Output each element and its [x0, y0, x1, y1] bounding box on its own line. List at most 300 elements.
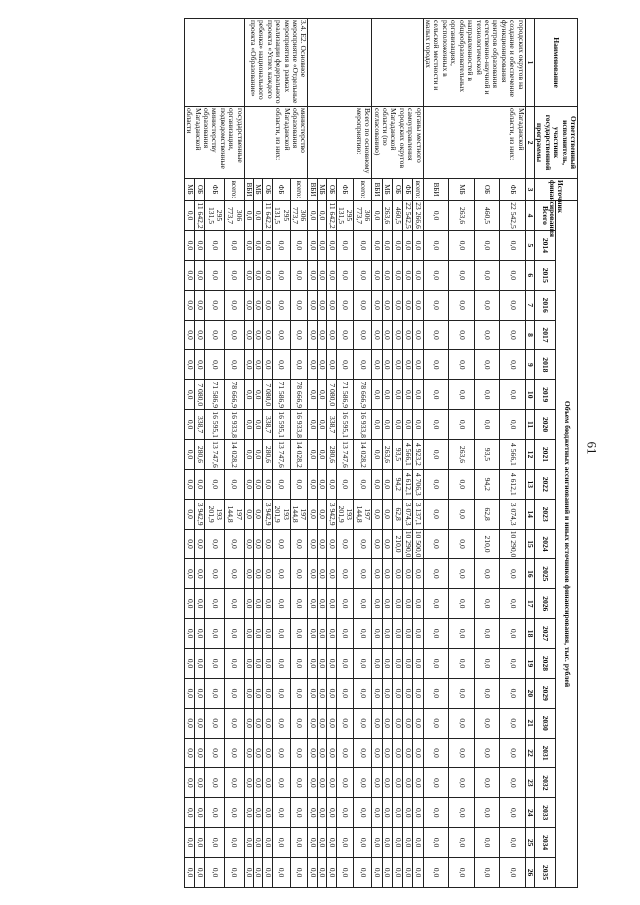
- row-value: 0,0: [413, 768, 423, 798]
- row-value: 0,0: [382, 798, 392, 828]
- row-value: 0,0: [354, 589, 372, 619]
- row-value: 0,0: [253, 768, 262, 798]
- row-value: 0,0: [290, 678, 308, 708]
- row-value: 0,0: [224, 260, 244, 290]
- row-value: 0,0: [474, 559, 499, 589]
- row-value: 0,0: [392, 708, 402, 738]
- header-year: 2035: [534, 858, 556, 888]
- row-value: 0,0: [195, 708, 205, 738]
- column-number: 9: [525, 350, 534, 380]
- row-value: 0,0: [224, 231, 244, 261]
- row-value: 0,0: [263, 260, 272, 290]
- row-value: 0,0: [253, 589, 262, 619]
- row-value: 0,0: [500, 260, 525, 290]
- row-value: 0,0: [403, 649, 413, 679]
- row-value: 0,0: [272, 678, 290, 708]
- row-value: 0,0: [184, 499, 194, 529]
- row-value: 0,0: [382, 619, 392, 649]
- row-value: 94,2: [474, 469, 499, 499]
- header-year: 2023: [534, 499, 556, 529]
- row-value: 0,0: [184, 231, 194, 261]
- row-value: 0,0: [184, 290, 194, 320]
- column-number: 26: [525, 858, 534, 888]
- row-value: 0,0: [382, 529, 392, 559]
- row-value: 0,0: [224, 559, 244, 589]
- row-value: 0,0: [382, 290, 392, 320]
- row-value: 0,0: [244, 828, 253, 858]
- row-value: 0,0: [263, 469, 272, 499]
- row-total: 295 131,5: [205, 201, 225, 231]
- row-value: 0,0: [244, 798, 253, 828]
- row-value: 0,0: [336, 529, 354, 559]
- row-value: 0,0: [449, 649, 474, 679]
- row-value: 0,0: [500, 619, 525, 649]
- row-value: 0,0: [317, 469, 326, 499]
- row-value: 0,0: [205, 589, 225, 619]
- row-total: 263,6: [449, 201, 474, 231]
- row-value: 0,0: [317, 738, 326, 768]
- row-value: 0,0: [195, 231, 205, 261]
- row-value: 16 595,1: [272, 410, 290, 440]
- header-year: 2014: [534, 231, 556, 261]
- column-number: 21: [525, 708, 534, 738]
- row-value: 0,0: [449, 410, 474, 440]
- row-value: 0,0: [392, 260, 402, 290]
- row-value: 0,0: [184, 529, 194, 559]
- row-source: ВБИ: [372, 179, 382, 201]
- row-value: 0,0: [354, 290, 372, 320]
- row-value: 0,0: [392, 768, 402, 798]
- row-value: 16 595,1: [205, 410, 225, 440]
- row-value: 0,0: [449, 768, 474, 798]
- row-value: 0,0: [392, 619, 402, 649]
- row-value: 0,0: [382, 589, 392, 619]
- row-value: 0,0: [372, 738, 382, 768]
- row-value: 0,0: [253, 469, 262, 499]
- row-value: 0,0: [392, 678, 402, 708]
- header-year: 2025: [534, 559, 556, 589]
- row-value: 0,0: [423, 410, 448, 440]
- header-year: 2032: [534, 768, 556, 798]
- row-value: 0,0: [354, 529, 372, 559]
- row-executor: органы местного самоуправления городских округов Магаданской области (по согласованию): [372, 107, 423, 179]
- row-value: 0,0: [272, 858, 290, 888]
- row-value: 0,0: [184, 768, 194, 798]
- row-value: 0,0: [244, 768, 253, 798]
- row-value: 0,0: [413, 320, 423, 350]
- row-value: 0,0: [317, 619, 326, 649]
- row-value: 0,0: [392, 858, 402, 888]
- row-value: 0,0: [327, 529, 336, 559]
- row-value: 0,0: [290, 260, 308, 290]
- rotated-table-wrapper: [26, 18, 578, 888]
- row-value: 0,0: [253, 828, 262, 858]
- row-value: 0,0: [423, 559, 448, 589]
- row-value: 0,0: [382, 380, 392, 410]
- row-value: 0,0: [184, 858, 194, 888]
- row-value: 0,0: [403, 798, 413, 828]
- row-value: 0,0: [413, 798, 423, 828]
- header-year: 2031: [534, 738, 556, 768]
- row-value: 0,0: [317, 708, 326, 738]
- row-executor: государственные организации, подведомственные министерству образования Магаданской области: [184, 107, 244, 179]
- row-value: 0,0: [382, 708, 392, 738]
- row-value: 0,0: [205, 619, 225, 649]
- row-value: 0,0: [500, 798, 525, 828]
- row-value: 0,0: [308, 260, 317, 290]
- row-value: 338,7: [327, 410, 336, 440]
- row-value: 0,0: [423, 260, 448, 290]
- row-value: 0,0: [253, 499, 262, 529]
- row-value: 0,0: [244, 499, 253, 529]
- row-value: 0,0: [474, 380, 499, 410]
- row-value: 0,0: [474, 231, 499, 261]
- row-value: 0,0: [372, 410, 382, 440]
- row-value: 0,0: [474, 320, 499, 350]
- row-value: 193 201,9: [336, 499, 354, 529]
- row-value: 0,0: [449, 738, 474, 768]
- row-source: МБ: [382, 179, 392, 201]
- row-source: МБ: [449, 179, 474, 201]
- row-value: 0,0: [317, 231, 326, 261]
- row-value: 0,0: [354, 828, 372, 858]
- row-value: 0,0: [244, 320, 253, 350]
- row-value: 210,0: [392, 529, 402, 559]
- row-value: 0,0: [336, 469, 354, 499]
- table-body: [184, 19, 525, 888]
- row-value: 0,0: [224, 320, 244, 350]
- row-value: 78 666,9: [290, 380, 308, 410]
- table-row: [224, 19, 244, 888]
- row-value: 0,0: [372, 619, 382, 649]
- row-total: 306 773,7: [354, 201, 372, 231]
- row-value: 0,0: [244, 858, 253, 888]
- row-value: 0,0: [449, 589, 474, 619]
- row-value: 0,0: [403, 768, 413, 798]
- row-value: 0,0: [184, 469, 194, 499]
- row-value: 0,0: [272, 290, 290, 320]
- row-value: 0,0: [423, 231, 448, 261]
- row-value: 0,0: [500, 858, 525, 888]
- column-number: 25: [525, 828, 534, 858]
- row-value: 0,0: [184, 798, 194, 828]
- row-value: 0,0: [423, 828, 448, 858]
- row-value: 0,0: [317, 858, 326, 888]
- column-number: 1: [525, 19, 534, 107]
- row-value: 0,0: [205, 469, 225, 499]
- row-value: 0,0: [184, 828, 194, 858]
- row-source: ФБ: [336, 179, 354, 201]
- row-value: 0,0: [500, 649, 525, 679]
- row-value: 0,0: [195, 469, 205, 499]
- table-row: [354, 19, 372, 888]
- row-name: городских округов на создание и обеспечение функционирования центров образования естественно-научной и технологической направленностей в общеобразовательных организациях, расположенных в сельской местности и малых городах: [423, 19, 525, 107]
- row-source: ВБИ: [308, 179, 317, 201]
- row-value: 0,0: [224, 798, 244, 828]
- row-value: 7 080,0: [327, 380, 336, 410]
- row-value: 0,0: [205, 649, 225, 679]
- row-value: 0,0: [184, 350, 194, 380]
- row-value: 16 933,8: [290, 410, 308, 440]
- row-value: 0,0: [184, 678, 194, 708]
- row-value: 0,0: [449, 619, 474, 649]
- row-value: 0,0: [244, 440, 253, 470]
- row-value: 0,0: [244, 380, 253, 410]
- row-value: 0,0: [336, 559, 354, 589]
- row-value: 0,0: [317, 380, 326, 410]
- column-number: 19: [525, 649, 534, 679]
- row-value: 0,0: [354, 858, 372, 888]
- row-value: 0,0: [263, 708, 272, 738]
- row-value: 71 586,9: [336, 380, 354, 410]
- row-value: 0,0: [354, 708, 372, 738]
- row-source: МБ: [317, 179, 326, 201]
- row-value: 0,0: [474, 708, 499, 738]
- row-value: 0,0: [195, 858, 205, 888]
- row-value: 0,0: [195, 529, 205, 559]
- row-value: 0,0: [244, 410, 253, 440]
- row-value: 0,0: [263, 320, 272, 350]
- row-value: 0,0: [474, 589, 499, 619]
- row-value: 0,0: [327, 768, 336, 798]
- row-value: 62,8: [474, 499, 499, 529]
- row-value: 0,0: [184, 619, 194, 649]
- row-value: 0,0: [253, 260, 262, 290]
- row-total: 295 131,5: [336, 201, 354, 231]
- row-value: 0,0: [308, 290, 317, 320]
- row-value: 4 706,3: [413, 469, 423, 499]
- header-executor: Ответственный исполнитель, участник государственной программы: [534, 107, 577, 179]
- row-value: 0,0: [253, 440, 262, 470]
- row-total: 22 542,5: [500, 201, 525, 231]
- row-value: 0,0: [403, 380, 413, 410]
- row-value: 0,0: [392, 380, 402, 410]
- row-total: 0,0: [317, 201, 326, 231]
- row-value: 0,0: [500, 589, 525, 619]
- row-value: 0,0: [327, 320, 336, 350]
- row-value: 0,0: [382, 320, 392, 350]
- row-value: 0,0: [317, 440, 326, 470]
- row-value: 0,0: [290, 708, 308, 738]
- row-value: 0,0: [224, 858, 244, 888]
- row-value: 0,0: [354, 231, 372, 261]
- row-value: 0,0: [272, 768, 290, 798]
- column-number: 16: [525, 559, 534, 589]
- row-total: 0,0: [372, 201, 382, 231]
- column-number: 8: [525, 320, 534, 350]
- row-value: 0,0: [244, 649, 253, 679]
- row-value: 14 028,2: [224, 440, 244, 470]
- table-row: [500, 19, 525, 888]
- row-value: 14 028,2: [290, 440, 308, 470]
- header-year: 2029: [534, 678, 556, 708]
- row-value: 0,0: [474, 350, 499, 380]
- row-value: 0,0: [205, 529, 225, 559]
- row-value: 0,0: [195, 678, 205, 708]
- row-value: 0,0: [354, 678, 372, 708]
- header-year: 2033: [534, 798, 556, 828]
- row-value: 0,0: [244, 738, 253, 768]
- row-value: 0,0: [263, 828, 272, 858]
- row-value: 0,0: [354, 619, 372, 649]
- row-value: 0,0: [382, 469, 392, 499]
- row-executor: Всего по основному мероприятию:: [308, 107, 372, 179]
- row-value: 0,0: [500, 559, 525, 589]
- row-value: 0,0: [327, 559, 336, 589]
- row-value: 0,0: [500, 410, 525, 440]
- row-total: 0,0: [244, 201, 253, 231]
- row-value: 0,0: [392, 410, 402, 440]
- row-total: 23 266,6: [414, 202, 424, 229]
- row-value: 0,0: [336, 828, 354, 858]
- row-value: 0,0: [372, 290, 382, 320]
- row-value: 0,0: [224, 828, 244, 858]
- row-value: 0,0: [382, 678, 392, 708]
- row-value: 0,0: [449, 828, 474, 858]
- row-total: 11 642,2: [195, 202, 205, 229]
- row-value: 0,0: [403, 828, 413, 858]
- row-value: 0,0: [224, 469, 244, 499]
- row-value: 0,0: [474, 260, 499, 290]
- row-value: 0,0: [382, 828, 392, 858]
- row-value: 0,0: [244, 678, 253, 708]
- row-source: всего:: [224, 179, 244, 201]
- row-value: 0,0: [317, 589, 326, 619]
- row-value: 0,0: [184, 589, 194, 619]
- row-name: [184, 19, 244, 107]
- row-value: 0,0: [253, 231, 262, 261]
- row-value: 3 942,9: [195, 499, 205, 529]
- row-value: 0,0: [195, 260, 205, 290]
- page-number: 61: [584, 441, 600, 455]
- row-value: 0,0: [327, 589, 336, 619]
- row-value: 0,0: [474, 649, 499, 679]
- row-value: 0,0: [263, 738, 272, 768]
- row-value: 0,0: [205, 290, 225, 320]
- row-value: 0,0: [224, 350, 244, 380]
- column-number: 15: [525, 529, 534, 559]
- row-value: 0,0: [224, 649, 244, 679]
- row-value: 0,0: [317, 499, 326, 529]
- row-source: ОБ: [327, 179, 336, 201]
- row-value: 0,0: [413, 738, 423, 768]
- row-value: 0,0: [382, 768, 392, 798]
- row-value: 0,0: [263, 231, 272, 261]
- row-value: 0,0: [244, 350, 253, 380]
- row-value: 0,0: [290, 768, 308, 798]
- row-value: 0,0: [336, 738, 354, 768]
- row-total: 0,0: [308, 201, 317, 231]
- row-value: 0,0: [272, 469, 290, 499]
- row-value: 0,0: [423, 768, 448, 798]
- row-value: 0,0: [205, 678, 225, 708]
- row-value: 7 080,0: [195, 380, 205, 410]
- row-value: 0,0: [392, 828, 402, 858]
- table-row: [413, 19, 423, 888]
- row-value: 10 500,0: [414, 530, 424, 558]
- row-source: ВБИ: [423, 179, 448, 201]
- column-number: 22: [525, 738, 534, 768]
- row-value: 0,0: [205, 320, 225, 350]
- row-value: 0,0: [372, 350, 382, 380]
- row-value: 94,2: [392, 469, 402, 499]
- table-row: [290, 19, 308, 888]
- row-source: ВБИ: [244, 179, 253, 201]
- row-value: 0,0: [308, 768, 317, 798]
- row-value: 0,0: [253, 410, 262, 440]
- row-value: 0,0: [449, 290, 474, 320]
- row-value: 0,0: [195, 798, 205, 828]
- row-value: 0,0: [263, 290, 272, 320]
- row-value: 0,0: [449, 260, 474, 290]
- row-value: 0,0: [423, 678, 448, 708]
- row-value: 0,0: [317, 260, 326, 290]
- row-value: 0,0: [413, 260, 423, 290]
- row-value: 0,0: [205, 858, 225, 888]
- column-number: 7: [525, 290, 534, 320]
- row-value: 0,0: [224, 619, 244, 649]
- row-value: 0,0: [308, 738, 317, 768]
- row-source: ФБ: [205, 179, 225, 201]
- row-value: 0,0: [382, 649, 392, 679]
- row-value: 13 747,6: [205, 440, 225, 470]
- row-value: 0,0: [244, 559, 253, 589]
- row-value: 0,0: [244, 231, 253, 261]
- row-value: 0,0: [403, 410, 413, 440]
- row-value: 0,0: [205, 768, 225, 798]
- row-value: 0,0: [308, 619, 317, 649]
- row-value: 3 074,3: [403, 499, 413, 529]
- row-value: 0,0: [317, 798, 326, 828]
- row-value: 0,0: [392, 290, 402, 320]
- row-value: 0,0: [423, 529, 448, 559]
- row-value: 0,0: [327, 290, 336, 320]
- row-value: 10 290,0: [403, 530, 413, 558]
- row-value: 0,0: [336, 231, 354, 261]
- row-value: 0,0: [272, 589, 290, 619]
- row-value: 0,0: [195, 320, 205, 350]
- header-year: 2030: [534, 708, 556, 738]
- row-value: 0,0: [272, 738, 290, 768]
- row-source: всего:: [354, 179, 372, 201]
- row-value: 0,0: [184, 260, 194, 290]
- row-value: 0,0: [327, 350, 336, 380]
- row-value: 0,0: [253, 529, 262, 559]
- row-value: 0,0: [474, 410, 499, 440]
- row-value: 0,0: [449, 499, 474, 529]
- row-value: 0,0: [184, 440, 194, 470]
- row-value: 0,0: [253, 619, 262, 649]
- row-value: 0,0: [449, 559, 474, 589]
- row-total: 0,0: [423, 201, 448, 231]
- row-value: 0,0: [403, 678, 413, 708]
- row-value: 0,0: [500, 320, 525, 350]
- header-total: Всего: [534, 201, 556, 231]
- row-value: 78 666,9: [354, 380, 372, 410]
- row-value: 0,0: [317, 290, 326, 320]
- row-source: ОБ: [263, 179, 272, 201]
- row-value: 197 144,8: [224, 499, 244, 529]
- row-value: 0,0: [413, 708, 423, 738]
- row-value: 0,0: [336, 798, 354, 828]
- row-value: 0,0: [205, 350, 225, 380]
- row-value: 0,0: [253, 738, 262, 768]
- row-value: 0,0: [205, 231, 225, 261]
- row-value: 0,0: [500, 738, 525, 768]
- row-value: 0,0: [423, 350, 448, 380]
- row-total: 22 542,5: [403, 202, 413, 229]
- row-value: 0,0: [205, 260, 225, 290]
